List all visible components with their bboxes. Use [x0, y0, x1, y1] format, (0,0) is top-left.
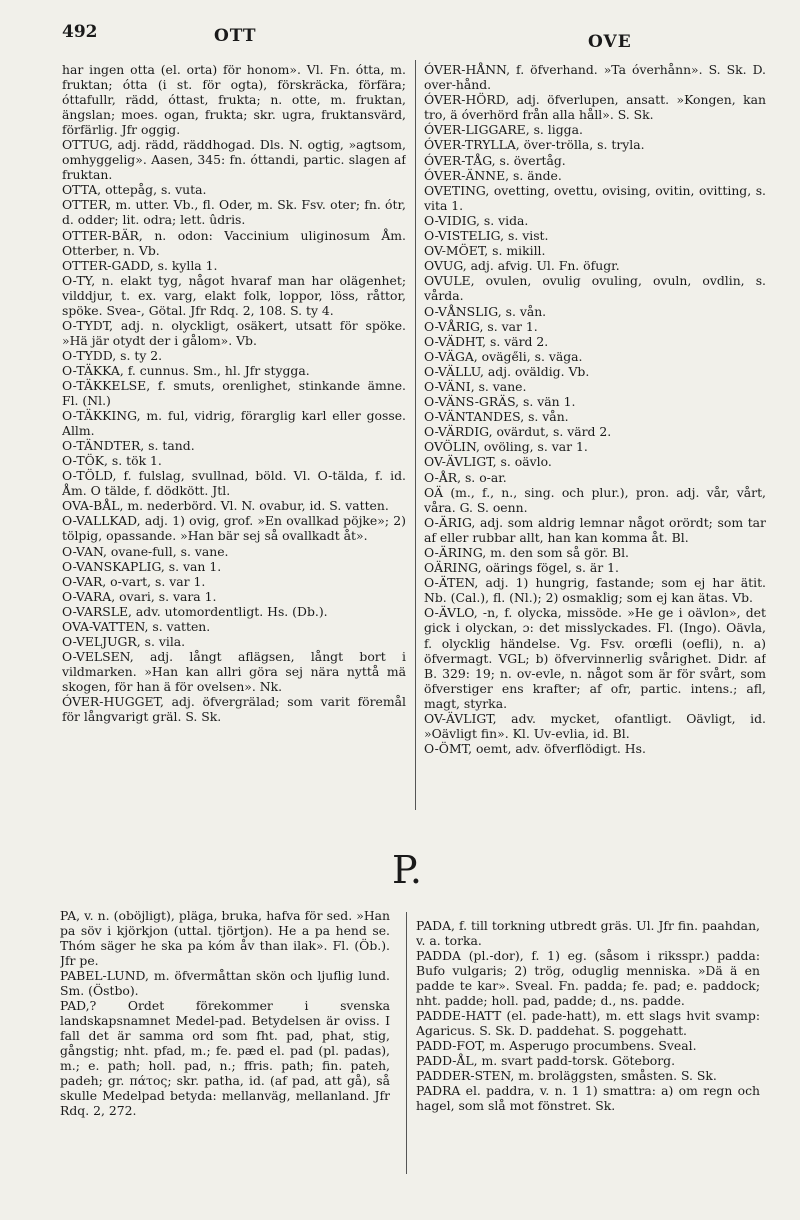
- dictionary-entry: O-TYDT, adj. n. olyckligt, osäkert, utsatt för spöke. »Hä jär otydt der i gålom». Vb.: [62, 317, 406, 348]
- dictionary-entry: O-VARSLE, adv. utomordentligt. Hs. (Db.).: [62, 603, 328, 619]
- dictionary-entry: OTTUG, adj. rädd, räddhogad. Dls. N. ogtig, »agtsom, omhyggelig». Aasen, 345: fn. óttandi, partic. slagen af fruktan.: [62, 137, 406, 183]
- dictionary-entry: OVA-VATTEN, s. vatten.: [62, 618, 211, 634]
- dictionary-entry: O-VÄNI, s. vane.: [424, 378, 527, 394]
- dictionary-entry: PADDER-STEN, m. broläggsten, småsten. S. Sk.: [416, 1068, 717, 1083]
- dictionary-entry: O-ÄVLO, -n, f. olycka, missöde. »He ge i oävlon», det gick i olyckan, ɔ: det misslyckades. Fl. (Ingo). Oävla, f. olycklig händelse. Vg. Fsv. orœfli (oefli), n. a) öfvermagt. VGL; b) öfvervinnerlig svårighet. Didr. af B. 329: 19; n. ov-evle, n. något som är för svårt, som öfverstiger ens krafter; af ofr, partic. intens.; afl, magt, styrka.: [424, 605, 766, 711]
- column-rule: [415, 60, 416, 810]
- dictionary-entry: PADDE-HATT (el. pade-hatt), m. ett slags hvit svamp: Agaricus. S. Sk. D. paddehat. S. poggehatt.: [416, 1008, 760, 1038]
- left-column-p: [60, 908, 390, 1208]
- dictionary-entry: ÓVER-HÅNN, f. öfverhand. »Ta óverhånn». S. Sk. D. over-hånd.: [424, 62, 766, 93]
- left-column-o: [62, 62, 406, 807]
- dictionary-entry: ÓVER-LIGGARE, s. ligga.: [424, 122, 583, 138]
- dictionary-entry: O-TÖK, s. tök 1.: [62, 453, 162, 469]
- dictionary-entry: O-VÅNSLIG, s. vån.: [424, 303, 547, 319]
- dictionary-entry: PADD-FOT, m. Asperugo procumbens. Sveal.: [416, 1038, 697, 1053]
- dictionary-entry: ÓVER-TÅG, s. övertåg.: [424, 152, 566, 168]
- dictionary-entry: O-VARA, ovari, s. vara 1.: [62, 588, 217, 604]
- left-guide-word: OTT: [214, 26, 257, 46]
- dictionary-entry: O-ÖMT, oemt, adv. öfverflödigt. Hs.: [424, 741, 646, 757]
- dictionary-entry: OVULE, ovulen, ovulig ovuling, ovuln, ovdlin, s. vårda.: [424, 273, 766, 304]
- dictionary-entry: O-VÄRDIG, ovärdut, s. värd 2.: [424, 424, 612, 440]
- right-guide-word: OVE: [588, 32, 632, 52]
- column-rule-p: [406, 912, 407, 1174]
- dictionary-entry: O-VÄDHT, s. värd 2.: [424, 333, 549, 349]
- dictionary-entry: PADA, f. till torkning utbredt gräs. Ul. Jfr fin. paahdan, v. a. torka.: [416, 918, 760, 948]
- dictionary-entry: OÄRING, oärings fögel, s. är 1.: [424, 560, 619, 576]
- dictionary-entry: OV-ÄVLIGT, s. oävlo.: [424, 454, 552, 470]
- dictionary-entry: O-ÄRING, m. den som så gör. Bl.: [424, 545, 629, 560]
- section-letter: P.: [392, 848, 422, 892]
- dictionary-entry: O-VANSKAPLIG, s. van 1.: [62, 558, 222, 574]
- dictionary-entry: PADDA (pl.-dor), f. 1) eg. (såsom i riksspr.) padda: Bufo vulgaris; 2) trög, oduglig menniska. »Dä ä en padde te kar». Sveal. Fn. padda; fe. pad; e. paddock; nht. padde; holl. pad, padde; d., ns. padde.: [416, 948, 760, 1008]
- dictionary-entry: OTTER-GADD, s. kylla 1.: [62, 257, 218, 273]
- dictionary-entry: OTTER-BÄR, n. odon: Vaccinium uliginosum Åm. Otterber, n. Vb.: [62, 227, 406, 258]
- dictionary-entry: O-VAR, o-vart, s. var 1.: [62, 573, 206, 589]
- dictionary-entry: har ingen otta (el. orta) för honom». Vl. Fn. ótta, m. fruktan; ótta (i st. för ogta), förskräcka, förfära; óttafullr, rädd, óttast, frukta; n. otte, m. fruktan, ängslan; moes. ogan, frukta; skr. ugra, fruktansvärd, förfärlig. Jfr oggig.: [62, 62, 406, 138]
- dictionary-entry: PAD,? Ordet förekommer i svenska landskapsnamnet Medel-pad. Betydelsen är oviss. I fall det är samma ord som fht. pad, phat, stig, gångstig; nht. pfad, m.; fe. pæd el. pad (pl. padas), m.; e. path; holl. pad, n.; ffris. path; fin. pateh, padeh; gr. πάτος; skr. patha, id. (af pad, att gå), så skulle Medelpad betyda: mellanväg, mellanland. Jfr Rdq. 2, 272.: [60, 998, 390, 1118]
- right-column-o: [424, 62, 766, 827]
- dictionary-entry: OV-MÖET, s. mikill.: [424, 243, 546, 259]
- dictionary-entry: O-TÄKKING, m. ful, vidrig, förarglig karl eller gosse. Allm.: [62, 408, 406, 439]
- dictionary-entry: O-VAN, ovane-full, s. vane.: [62, 543, 229, 559]
- dictionary-entry: ÓVER-HUGGET, adj. öfvergrälad; som varit föremål för långvarigt gräl. S. Sk.: [62, 693, 406, 725]
- dictionary-entry: O-VÄNS-GRÄS, s. vän 1.: [424, 394, 576, 410]
- dictionary-entry: ÓVER-TRYLLA, över-trölla, s. tryla.: [424, 137, 645, 153]
- dictionary-entry: O-TÖLD, f. fulslag, svullnad, böld. Vl. O-tälda, f. id. Åm. O tälde, f. dödkött. Jtl.: [62, 468, 406, 499]
- dictionary-entry: O-VÄNTANDES, s. vån.: [424, 409, 569, 425]
- page-number: 492: [62, 22, 98, 42]
- dictionary-entry: O-VÅRIG, s. var 1.: [424, 318, 538, 334]
- dictionary-entry: OTTER, m. utter. Vb., fl. Oder, m. Sk. Fsv. oter; fn. ótr, d. odder; lit. odra; lett. ûdris.: [62, 197, 406, 228]
- dictionary-entry: OÄ (m., f., n., sing. och plur.), pron. adj. vår, vårt, våra. G. S. oenn.: [424, 484, 766, 515]
- dictionary-entry: ÓVER-HÖRD, adj. öfverlupen, ansatt. »Kongen, kan tro, ä óverhörd från alla håll». S. Sk.: [424, 92, 766, 123]
- dictionary-entry: O-TÄNDTER, s. tand.: [62, 438, 195, 454]
- dictionary-entry: OVUG, adj. afvig. Ul. Fn. öfugr.: [424, 258, 620, 274]
- dictionary-entry: O-TÄKKA, f. cunnus. Sm., hl. Jfr stygga.: [62, 362, 310, 378]
- dictionary-entry: OTTA, ottepåg, s. vuta.: [62, 182, 207, 198]
- dictionary-entry: O-TÄKKELSE, f. smuts, orenlighet, stinkande ämne. Fl. (Nl.): [62, 377, 406, 409]
- dictionary-entry: O-ÄTEN, adj. 1) hungrig, fastande; som ej har ätit. Nb. (Cal.), fl. (Nl.); 2) osmaklig; som ej kan ätas. Vb.: [424, 575, 766, 606]
- dictionary-entry: OVA-BÅL, m. nederbörd. Vl. N. ovabur, id. S. vatten.: [62, 498, 389, 514]
- dictionary-entry: PADRA el. paddra, v. n. 1 1) smattra: a) om regn och hagel, som slå mot fönstret. Sk.: [416, 1083, 760, 1113]
- dictionary-entry: O-VÄLLU, adj. oväldig. Vb.: [424, 363, 590, 379]
- dictionary-entry: O-ÅR, s. o-ar.: [424, 469, 507, 485]
- dictionary-entry: PABEL-LUND, m. öfvermåttan skön och ljuflig lund. Sm. (Östbo).: [60, 968, 390, 998]
- dictionary-entry: OVÖLIN, ovöling, s. var 1.: [424, 439, 588, 455]
- dictionary-entry: OV-ÄVLIGT, adv. mycket, ofantligt. Oävligt, id. »Oävligt fin». Kl. Uv-evlia, id. Bl.: [424, 711, 766, 742]
- dictionary-entry: O-VELJUGR, s. vila.: [62, 633, 186, 649]
- dictionary-entry: O-VIDIG, s. vida.: [424, 212, 529, 228]
- right-column-p: [416, 918, 760, 1158]
- dictionary-entry: O-VISTELIG, s. vist.: [424, 228, 549, 244]
- dictionary-entry: PADD-ÅL, m. svart padd-torsk. Göteborg.: [416, 1053, 676, 1068]
- dictionary-entry: O-VALLKAD, adj. 1) ovig, grof. »En ovallkad pöjke»; 2) tölpig, opassande. »Han bär sej så ovallkadt åt».: [62, 513, 406, 544]
- dictionary-entry: PA, v. n. (oböjligt), pläga, bruka, hafva för sed. »Han pa söv i kjörkjon (uttal. tjörtjon). He a pa hend se. Thóm säger he ska pa kóm åv than ilak». Fl. (Öb.). Jfr pe.: [60, 908, 390, 968]
- dictionary-entry: O-ÄRIG, adj. som aldrig lemnar något orördt; som tar af eller rubbar allt, han kan komma åt. Bl.: [424, 514, 766, 545]
- dictionary-entry: O-TY, n. elakt tyg, något hvaraf man har olägenhet; vilddjur, t. ex. varg, elakt folk, loppor, löss, råttor, spöke. Svea-, Götal. Jfr Rdq. 2, 108. S. ty 4.: [62, 272, 406, 318]
- dictionary-entry: OVETING, ovetting, ovettu, ovising, ovitin, ovitting, s. vita 1.: [424, 182, 766, 213]
- dictionary-entry: ÓVER-ÄNNE, s. ände.: [424, 167, 562, 183]
- dictionary-entry: O-VÄGA, oväge̋li, s. väga.: [424, 348, 583, 364]
- running-header: [62, 18, 770, 50]
- dictionary-entry: O-TYDD, s. ty 2.: [62, 347, 163, 363]
- dictionary-entry: O-VELSEN, adj. långt aflägsen, långt bort i vildmarken. »Han kan allri göra sej nära nyttå mä skogen, för han ä för ovelsen». Nk.: [62, 648, 406, 694]
